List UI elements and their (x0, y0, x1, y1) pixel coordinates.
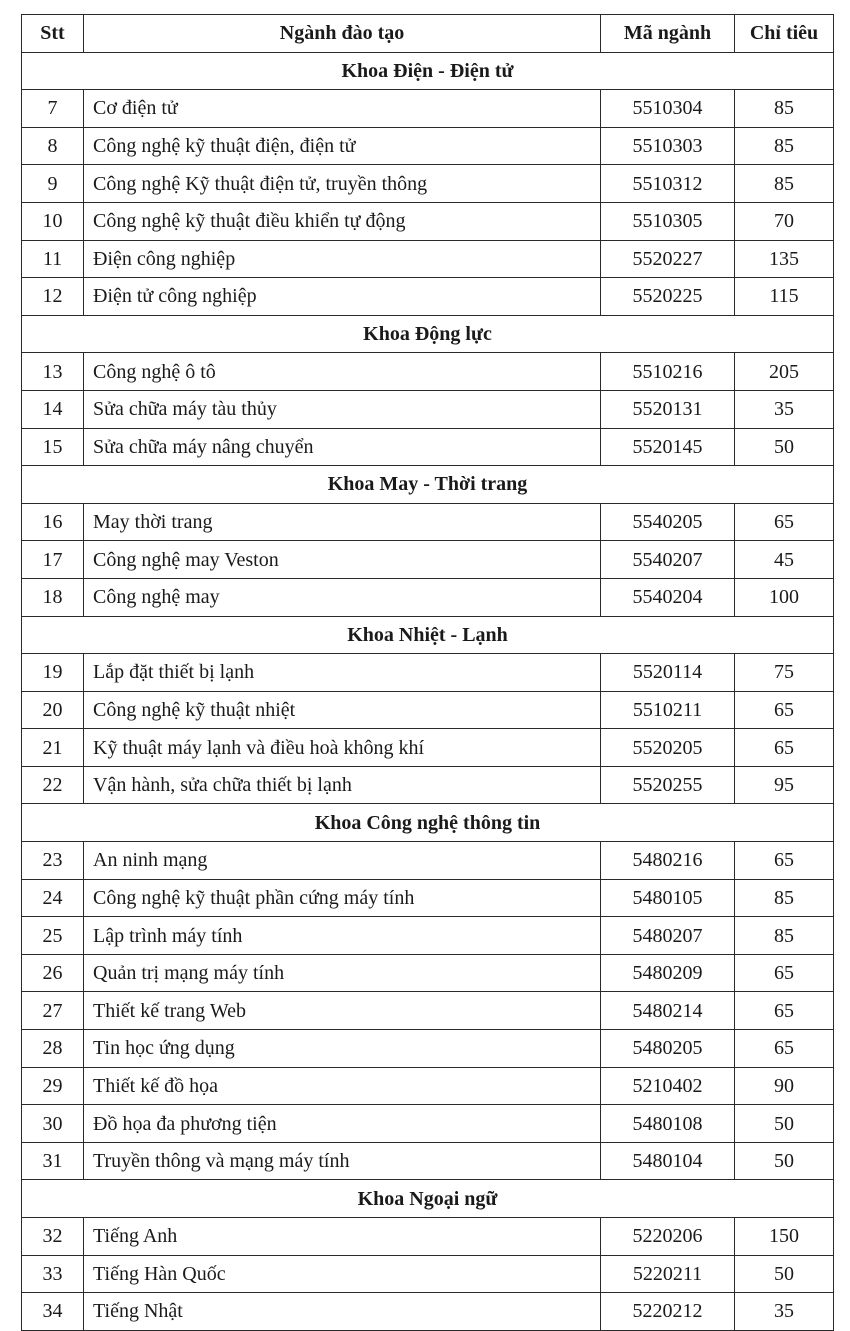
cell-stt: 16 (22, 503, 84, 541)
cell-stt: 20 (22, 691, 84, 729)
table-row (22, 278, 834, 316)
cell-code: 5510304 (601, 90, 735, 128)
cell-quota: 50 (735, 428, 834, 466)
cell-quota: 65 (735, 691, 834, 729)
table-body (22, 52, 834, 1330)
table-row (22, 90, 834, 128)
cell-code: 5480216 (601, 842, 735, 880)
cell-stt: 17 (22, 541, 84, 579)
table-header (22, 15, 834, 53)
table-row (22, 992, 834, 1030)
cell-code: 5510211 (601, 691, 735, 729)
cell-quota: 70 (735, 202, 834, 240)
cell-code: 5540207 (601, 541, 735, 579)
cell-quota: 50 (735, 1105, 834, 1143)
cell-code: 5220212 (601, 1293, 735, 1331)
table-row (22, 127, 834, 165)
cell-major: Vận hành, sửa chữa thiết bị lạnh (84, 766, 601, 804)
cell-quota: 75 (735, 654, 834, 692)
cell-quota: 35 (735, 390, 834, 428)
cell-quota: 85 (735, 917, 834, 955)
table-row (22, 917, 834, 955)
cell-code: 5210402 (601, 1067, 735, 1105)
table-row (22, 353, 834, 391)
cell-stt: 25 (22, 917, 84, 955)
table-row (22, 1030, 834, 1068)
header-major: Ngành đào tạo (84, 15, 601, 53)
table-row (22, 691, 834, 729)
table-row (22, 1218, 834, 1256)
cell-quota: 65 (735, 729, 834, 767)
cell-stt: 34 (22, 1293, 84, 1331)
cell-quota: 90 (735, 1067, 834, 1105)
section-title: Khoa May - Thời trang (22, 466, 834, 504)
cell-code: 5480108 (601, 1105, 735, 1143)
cell-quota: 205 (735, 353, 834, 391)
section-title: Khoa Công nghệ thông tin (22, 804, 834, 842)
cell-stt: 7 (22, 90, 84, 128)
cell-code: 5510305 (601, 202, 735, 240)
cell-major: Công nghệ kỹ thuật điện, điện tử (84, 127, 601, 165)
cell-quota: 65 (735, 842, 834, 880)
cell-quota: 95 (735, 766, 834, 804)
cell-stt: 33 (22, 1255, 84, 1293)
cell-major: Công nghệ Kỹ thuật điện tử, truyền thông (84, 165, 601, 203)
cell-stt: 15 (22, 428, 84, 466)
cell-code: 5520227 (601, 240, 735, 278)
cell-stt: 23 (22, 842, 84, 880)
cell-stt: 22 (22, 766, 84, 804)
cell-quota: 135 (735, 240, 834, 278)
cell-major: Thiết kế trang Web (84, 992, 601, 1030)
cell-quota: 85 (735, 90, 834, 128)
cell-quota: 85 (735, 165, 834, 203)
cell-stt: 21 (22, 729, 84, 767)
cell-code: 5480104 (601, 1142, 735, 1180)
header-quota: Chỉ tiêu (735, 15, 834, 53)
cell-stt: 8 (22, 127, 84, 165)
cell-major: Công nghệ kỹ thuật điều khiển tự động (84, 202, 601, 240)
cell-stt: 18 (22, 578, 84, 616)
cell-major: Tin học ứng dụng (84, 1030, 601, 1068)
table-row (22, 1105, 834, 1143)
cell-stt: 10 (22, 202, 84, 240)
cell-major: Lập trình máy tính (84, 917, 601, 955)
cell-stt: 31 (22, 1142, 84, 1180)
table-row (22, 240, 834, 278)
cell-code: 5540205 (601, 503, 735, 541)
section-title: Khoa Động lực (22, 315, 834, 353)
cell-quota: 50 (735, 1255, 834, 1293)
cell-major: Công nghệ may (84, 578, 601, 616)
cell-major: Công nghệ ô tô (84, 353, 601, 391)
table-row (22, 729, 834, 767)
cell-major: Lắp đặt thiết bị lạnh (84, 654, 601, 692)
cell-quota: 65 (735, 1030, 834, 1068)
cell-code: 5520145 (601, 428, 735, 466)
section-row (22, 616, 834, 654)
table-row (22, 879, 834, 917)
admissions-table (21, 14, 834, 1331)
section-title: Khoa Nhiệt - Lạnh (22, 616, 834, 654)
table-row (22, 766, 834, 804)
cell-quota: 100 (735, 578, 834, 616)
table-row (22, 165, 834, 203)
section-title: Khoa Điện - Điện tử (22, 52, 834, 90)
cell-major: Sửa chữa máy tàu thủy (84, 390, 601, 428)
cell-major: Kỹ thuật máy lạnh và điều hoà không khí (84, 729, 601, 767)
cell-quota: 85 (735, 127, 834, 165)
cell-code: 5520131 (601, 390, 735, 428)
cell-stt: 28 (22, 1030, 84, 1068)
cell-code: 5520225 (601, 278, 735, 316)
cell-major: Thiết kế đồ họa (84, 1067, 601, 1105)
cell-major: Quản trị mạng máy tính (84, 954, 601, 992)
table-row (22, 842, 834, 880)
section-row (22, 466, 834, 504)
cell-quota: 50 (735, 1142, 834, 1180)
cell-stt: 12 (22, 278, 84, 316)
cell-major: Công nghệ kỹ thuật phần cứng máy tính (84, 879, 601, 917)
table-row (22, 390, 834, 428)
table-row (22, 202, 834, 240)
cell-quota: 85 (735, 879, 834, 917)
cell-quota: 65 (735, 992, 834, 1030)
cell-stt: 24 (22, 879, 84, 917)
cell-major: May thời trang (84, 503, 601, 541)
section-row (22, 315, 834, 353)
cell-code: 5510216 (601, 353, 735, 391)
cell-quota: 65 (735, 954, 834, 992)
cell-stt: 29 (22, 1067, 84, 1105)
cell-code: 5480214 (601, 992, 735, 1030)
cell-major: Sửa chữa máy nâng chuyển (84, 428, 601, 466)
table-row (22, 1293, 834, 1331)
table-row (22, 654, 834, 692)
cell-code: 5520114 (601, 654, 735, 692)
section-row (22, 804, 834, 842)
cell-stt: 13 (22, 353, 84, 391)
cell-code: 5480205 (601, 1030, 735, 1068)
cell-stt: 9 (22, 165, 84, 203)
cell-major: Tiếng Hàn Quốc (84, 1255, 601, 1293)
cell-stt: 32 (22, 1218, 84, 1256)
cell-code: 5480209 (601, 954, 735, 992)
cell-code: 5220211 (601, 1255, 735, 1293)
cell-quota: 45 (735, 541, 834, 579)
table-row (22, 541, 834, 579)
cell-major: Đồ họa đa phương tiện (84, 1105, 601, 1143)
section-title: Khoa Ngoại ngữ (22, 1180, 834, 1218)
cell-major: Truyền thông và mạng máy tính (84, 1142, 601, 1180)
cell-major: Cơ điện tử (84, 90, 601, 128)
cell-major: An ninh mạng (84, 842, 601, 880)
cell-code: 5480105 (601, 879, 735, 917)
cell-major: Công nghệ may Veston (84, 541, 601, 579)
cell-major: Điện công nghiệp (84, 240, 601, 278)
cell-major: Tiếng Nhật (84, 1293, 601, 1331)
header-row (22, 15, 834, 53)
cell-stt: 14 (22, 390, 84, 428)
cell-stt: 19 (22, 654, 84, 692)
cell-code: 5220206 (601, 1218, 735, 1256)
cell-quota: 115 (735, 278, 834, 316)
cell-stt: 11 (22, 240, 84, 278)
cell-code: 5520255 (601, 766, 735, 804)
section-row (22, 52, 834, 90)
cell-stt: 27 (22, 992, 84, 1030)
table-row (22, 1142, 834, 1180)
cell-stt: 26 (22, 954, 84, 992)
cell-code: 5480207 (601, 917, 735, 955)
cell-code: 5520205 (601, 729, 735, 767)
header-stt: Stt (22, 15, 84, 53)
cell-major: Điện tử công nghiệp (84, 278, 601, 316)
cell-major: Công nghệ kỹ thuật nhiệt (84, 691, 601, 729)
cell-stt: 30 (22, 1105, 84, 1143)
cell-code: 5540204 (601, 578, 735, 616)
table-row (22, 1067, 834, 1105)
cell-major: Tiếng Anh (84, 1218, 601, 1256)
cell-quota: 35 (735, 1293, 834, 1331)
table-row (22, 578, 834, 616)
cell-quota: 65 (735, 503, 834, 541)
header-code: Mã ngành (601, 15, 735, 53)
cell-code: 5510303 (601, 127, 735, 165)
table-row (22, 954, 834, 992)
table-row (22, 428, 834, 466)
cell-quota: 150 (735, 1218, 834, 1256)
section-row (22, 1180, 834, 1218)
cell-code: 5510312 (601, 165, 735, 203)
table-row (22, 1255, 834, 1293)
table-row (22, 503, 834, 541)
